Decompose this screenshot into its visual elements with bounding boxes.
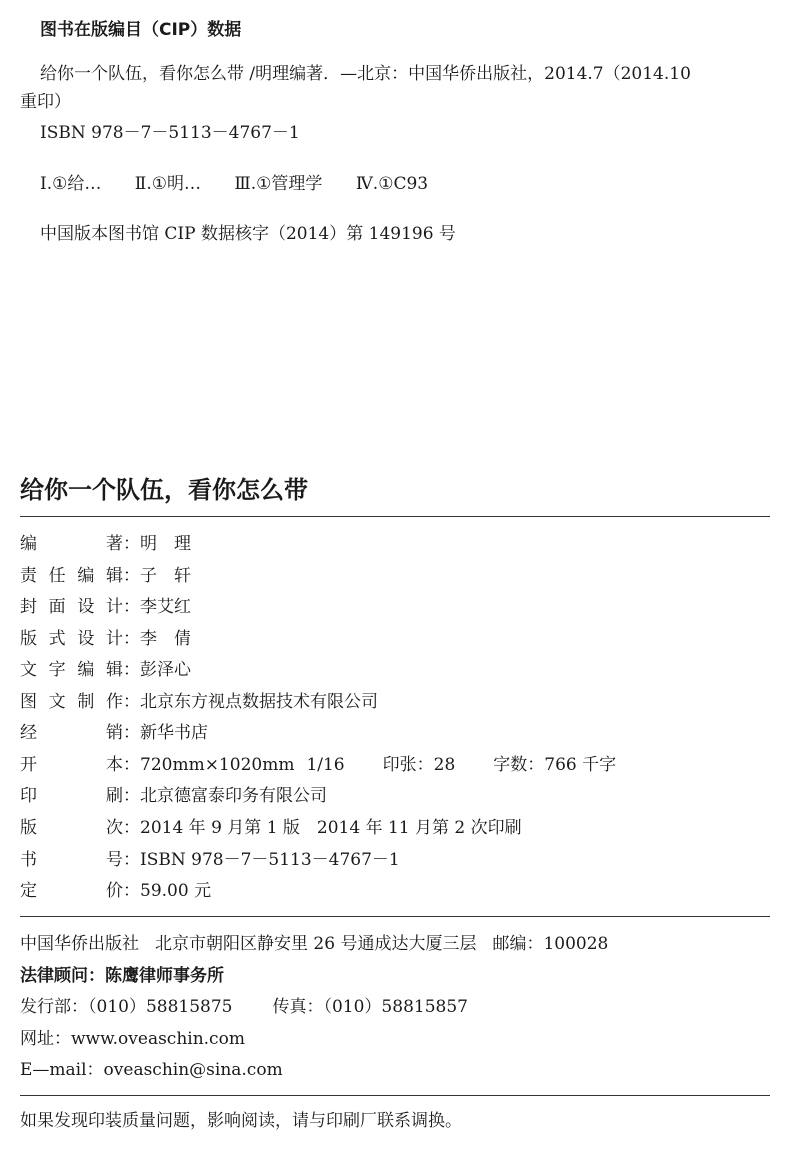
email-line	[20, 1057, 283, 1083]
credit-row-isbn	[20, 847, 400, 873]
email-link[interactable]: oveaschin@sina.com	[103, 1060, 283, 1080]
legal-line	[20, 963, 224, 989]
credit-row-cover-design	[20, 594, 191, 620]
website-colon: ：	[54, 1029, 71, 1049]
credit-label: 封面设计	[20, 597, 123, 617]
credit-colon: ：	[123, 534, 140, 554]
cip-class-1: Ⅰ.①给…	[40, 174, 102, 194]
credit-label: 书号	[20, 850, 123, 870]
credit-row-format	[20, 752, 616, 778]
credit-value: 彭泽心	[140, 660, 191, 680]
credit-colon: ：	[123, 786, 140, 806]
cip-isbn: ISBN 978－7－5113－4767－1	[40, 123, 300, 143]
cip-class-2: Ⅱ.①明…	[134, 174, 201, 194]
fax-phone: （010）58815857	[323, 997, 468, 1017]
credit-colon: ：	[123, 597, 140, 617]
sheets-value: 28	[433, 755, 456, 775]
website-line	[20, 1026, 245, 1052]
credit-value: 北京德富泰印务有限公司	[140, 786, 327, 806]
cip-class-4: Ⅳ.①C93	[355, 174, 429, 194]
credit-label: 图文制作	[20, 692, 123, 712]
words-colon: ：	[527, 755, 545, 775]
credit-colon: ：	[123, 692, 140, 712]
cip-class-3: Ⅲ.①管理学	[234, 174, 323, 194]
postcode-colon: ：	[526, 934, 544, 954]
credit-label: 开本	[20, 755, 123, 775]
credit-label: 定价	[20, 881, 123, 901]
format-fold: 1/16	[306, 755, 345, 775]
credit-row-distributor	[20, 720, 208, 746]
publisher-address: 北京市朝阳区静安里 26 号通成达大厦三层	[155, 934, 477, 954]
credit-value: 李 倩	[140, 629, 191, 649]
credit-label: 文字编辑	[20, 660, 123, 680]
credit-row-price	[20, 878, 211, 904]
credit-colon: ：	[123, 755, 140, 775]
credit-row-typesetting	[20, 689, 378, 715]
publisher-line	[20, 931, 608, 957]
distribution-line	[20, 994, 468, 1020]
cip-description-line-2: 重印）	[20, 92, 71, 112]
legal-colon: ：	[88, 966, 105, 986]
credit-colon: ：	[123, 818, 140, 838]
divider-top	[20, 516, 770, 517]
credit-row-editor	[20, 563, 191, 589]
credit-label: 版式设计	[20, 629, 123, 649]
credit-label: 责任编辑	[20, 566, 123, 586]
credit-value: ISBN 978－7－5113－4767－1	[140, 850, 400, 870]
credit-colon: ：	[123, 660, 140, 680]
book-title: 给你一个队伍，看你怎么带	[20, 476, 308, 504]
cip-description-line-1: 给你一个队伍，看你怎么带 /明理编著．—北京：中国华侨出版社，2014.7（2014.10	[40, 64, 691, 84]
credit-label: 编著	[20, 534, 123, 554]
credit-value: 59.00 元	[140, 881, 212, 901]
quality-notice: 如果发现印装质量问题，影响阅读，请与印刷厂联系调换。	[20, 1111, 462, 1131]
cip-classification	[40, 172, 456, 196]
words-value: 766 千字	[544, 755, 617, 775]
credit-value: 李艾红	[140, 597, 191, 617]
format-size: 720mm×1020mm	[140, 755, 295, 775]
sheets-label: 印张	[382, 755, 417, 775]
credit-value: 新华书店	[140, 723, 208, 743]
distribution-colon: ：	[71, 997, 88, 1017]
legal-label: 法律顾问	[20, 966, 88, 986]
website-link[interactable]: www.oveaschin.com	[71, 1029, 245, 1049]
credit-label: 印刷	[20, 786, 123, 806]
credit-row-layout-design	[20, 626, 191, 652]
email-label: E—mail	[20, 1060, 87, 1080]
divider-bottom	[20, 1095, 770, 1096]
credit-value: 2014 年 9 月第 1 版 2014 年 11 月第 2 次印刷	[140, 818, 522, 838]
distribution-label: 发行部	[20, 997, 71, 1017]
credit-label: 经销	[20, 723, 123, 743]
fax-colon: ：	[306, 997, 324, 1017]
credit-colon: ：	[123, 850, 140, 870]
credit-colon: ：	[123, 629, 140, 649]
credit-colon: ：	[123, 566, 140, 586]
credit-value: 子 轩	[140, 566, 191, 586]
fax-label: 传真	[272, 997, 307, 1017]
credit-row-edition	[20, 815, 522, 841]
postcode-value: 100028	[543, 934, 609, 954]
cip-record-number: 中国版本图书馆 CIP 数据核字（2014）第 149196 号	[40, 224, 456, 244]
credit-label: 版次	[20, 818, 123, 838]
credit-value: 北京东方视点数据技术有限公司	[140, 692, 378, 712]
cip-heading: 图书在版编目（CIP）数据	[40, 20, 242, 40]
words-label: 字数	[493, 755, 528, 775]
distribution-phone: （010）58815875	[88, 997, 233, 1017]
credit-row-text-editor	[20, 657, 191, 683]
publisher-name: 中国华侨出版社	[20, 934, 139, 954]
credit-value: 明 理	[140, 534, 191, 554]
website-label: 网址	[20, 1029, 54, 1049]
email-colon: ：	[86, 1060, 104, 1080]
credit-row-printer	[20, 783, 327, 809]
divider-middle	[20, 916, 770, 917]
credit-colon: ：	[123, 723, 140, 743]
credit-colon: ：	[123, 881, 140, 901]
sheets-colon: ：	[416, 755, 434, 775]
legal-value: 陈鹰律师事务所	[105, 966, 224, 986]
credit-row-author	[20, 531, 191, 557]
postcode-label: 邮编	[492, 934, 527, 954]
